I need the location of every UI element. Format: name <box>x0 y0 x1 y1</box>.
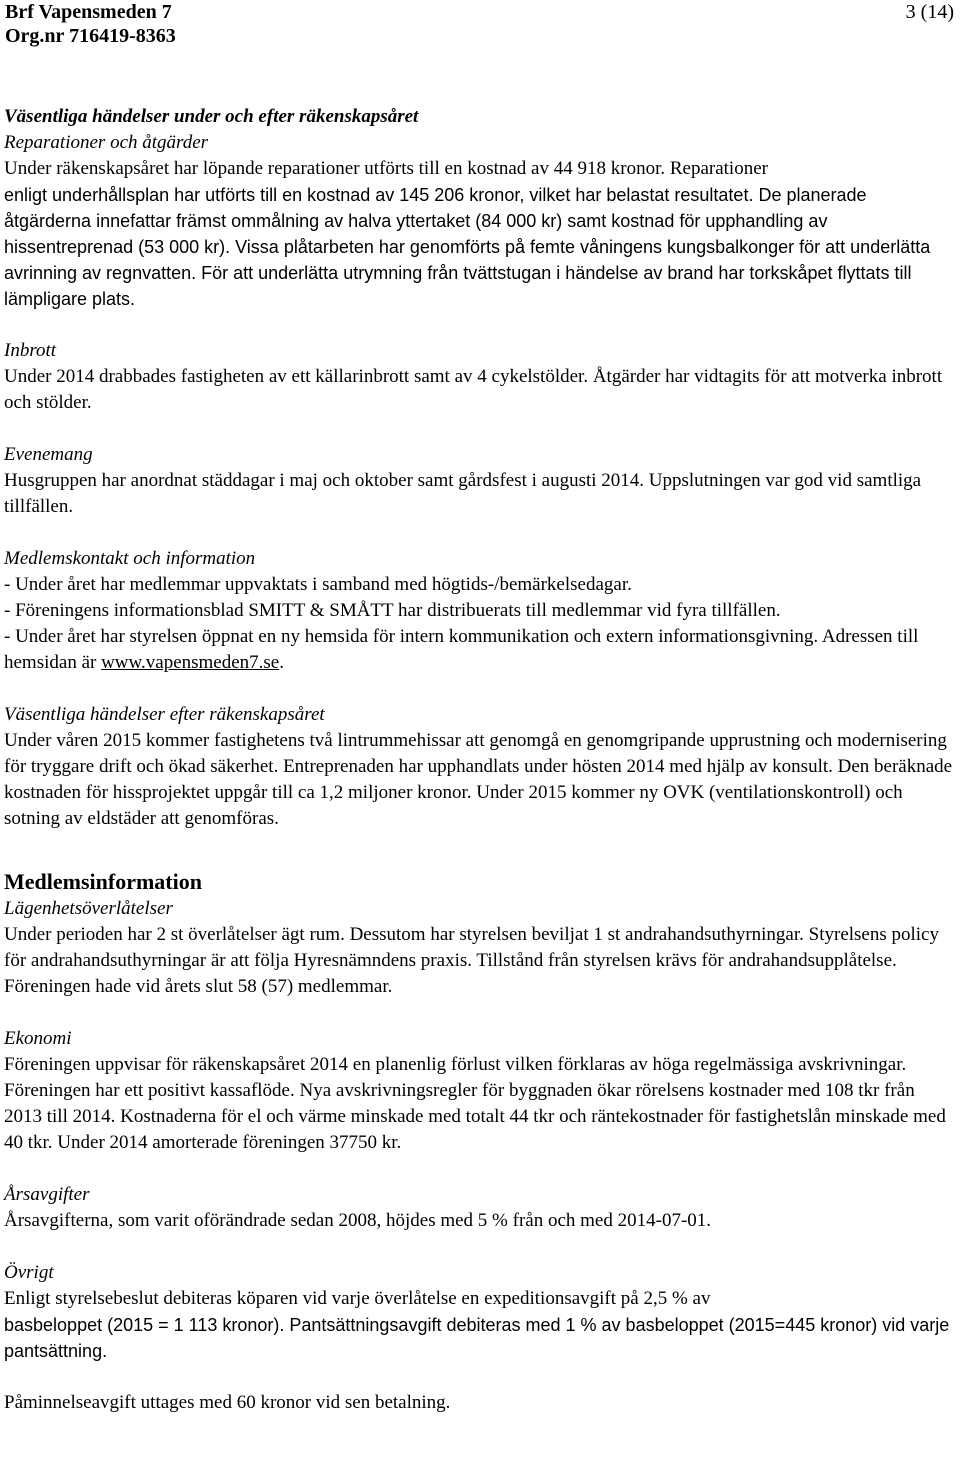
section-subheading: Lägenhetsöverlåtelser <box>4 898 173 919</box>
section-text: Under perioden har 2 st överlåtelser ägt rum. Dessutom har styrelsen beviljat 1 st andrahandsuthyrningar. Styrelsens policy för andrahandsuthyrningar är att följa Hyresnämndens praxis. Tillstånd från styrelsen krävs för andrahandsupplåtelse. <box>4 924 939 971</box>
member-count: Föreningen hade vid årets slut 58 (57) medlemmar. <box>4 976 393 997</box>
website-link[interactable]: www.vapensmeden7.se <box>101 652 280 673</box>
section-text: Husgruppen har anordnat städdagar i maj och oktober samt gårdsfest i augusti 2014. Uppslutningen var god vid samtliga tillfällen. <box>4 470 922 517</box>
section-heading: Övrigt <box>4 1262 54 1283</box>
section-text-intro: Enligt styrelsebeslut debiteras köparen vid varje överlåtelse en expeditionsavgift på 2,5 % av <box>4 1288 711 1309</box>
section-heading: Ekonomi <box>4 1028 72 1049</box>
section-subheading: Reparationer och åtgärder <box>4 132 209 153</box>
section-medlemskontakt <box>4 546 956 676</box>
repairs-paragraph: enligt underhållsplan har utförts till en kostnad av 145 206 kronor, vilket har belastat resultatet. De planerade åtgärderna innefattar främst ommålning av halva yttertaket (84 000 kr) samt kostnad för upphandling av hissentreprenad (53 000 kr). Vissa plåtarbeten har genomförts på femte våningens kungsbalkonger för att underlätta avrinning av regnvatten. För att underlätta utrymning från tvättstugan i händelse av brand har torkskåpet flyttats till lämpligare plats. <box>4 185 931 309</box>
section-efter <box>4 702 956 832</box>
list-item-text: - Under året har styrelsen öppnat en ny hemsida för intern kommunikation och extern informationsgivning. Adressen till hemsidan är <box>4 626 919 673</box>
page-number: 3 (14) <box>905 1 954 23</box>
list-item-end: . <box>279 652 284 673</box>
list-item: - Föreningens informationsblad SMITT & SMÅTT har distribuerats till medlemmar vid fyra tillfällen. <box>4 600 781 621</box>
section-heading: Evenemang <box>4 444 93 465</box>
list-item <box>4 624 956 676</box>
section-heading: Väsentliga händelser under och efter räkenskapsåret <box>4 106 419 127</box>
section-vasentliga <box>4 104 956 312</box>
section-text: Under våren 2015 kommer fastighetens två lintrummehissar att genomgå en genomgripande upprustning och modernisering för tryggare drift och ökad säkerhet. Entreprenaden har upphandlats under hösten 2014 med hjälp av konsult. Den beräknade kostnaden för hissprojektet uppgår till ca 1,2 miljoner kronor. Under 2015 kommer ny OVK (ventilationskontroll) och sotning av eldstäder att genomföras. <box>4 730 953 829</box>
org-name: Brf Vapensmeden 7 <box>5 1 172 23</box>
section-evenemang <box>4 442 956 520</box>
section-text: Under 2014 drabbades fastigheten av ett källarinbrott samt av 4 cykelstölder. Åtgärder har vidtagits för att motverka inbrott och stölder. <box>4 366 943 413</box>
section-ovrigt <box>4 1260 956 1416</box>
section-heading: Inbrott <box>4 340 57 361</box>
section-text: Årsavgifterna, som varit oförändrade sedan 2008, höjdes med 5 % från och med 2014-07-01. <box>4 1210 712 1231</box>
org-number: Org.nr 716419-8363 <box>5 25 176 47</box>
section-heading: Väsentliga händelser efter räkenskapsåret <box>4 704 325 725</box>
section-text: basbeloppet (2015 = 1 113 kronor). Pantsättningsavgift debiteras med 1 % av basbeloppet (2015=445 kronor) vid varje pantsättning. <box>4 1315 950 1361</box>
section-heading: Medlemsinformation <box>4 869 202 894</box>
page-header <box>4 0 956 52</box>
reminder-fee-text: Påminnelseavgift uttages med 60 kronor vid sen betalning. <box>4 1392 451 1413</box>
section-ekonomi <box>4 1026 956 1156</box>
section-text: Föreningen uppvisar för räkenskapsåret 2014 en planenlig förlust vilken förklaras av höga regelmässiga avskrivningar. Föreningen har ett positivt kassaflöde. Nya avskrivningsregler för byggnaden ökar rörelsens kostnader med 108 tkr från 2013 till 2014. Kostnaderna för el och värme minskade med totalt 44 tkr och räntekostnader för fastighetslån minskade med 40 tkr. Under 2014 amorterade föreningen 37750 kr. <box>4 1054 946 1153</box>
section-arsavgifter <box>4 1182 956 1234</box>
section-medlemsinformation <box>4 868 956 1000</box>
section-heading: Årsavgifter <box>4 1184 90 1205</box>
section-heading: Medlemskontakt och information <box>4 548 256 569</box>
document-page <box>4 0 956 1416</box>
section-inbrott <box>4 338 956 416</box>
repairs-paragraph-intro: Under räkenskapsåret har löpande reparationer utförts till en kostnad av 44 918 kronor. Reparationer <box>4 158 768 179</box>
list-item: - Under året har medlemmar uppvaktats i samband med högtids-/bemärkelsedagar. <box>4 574 632 595</box>
